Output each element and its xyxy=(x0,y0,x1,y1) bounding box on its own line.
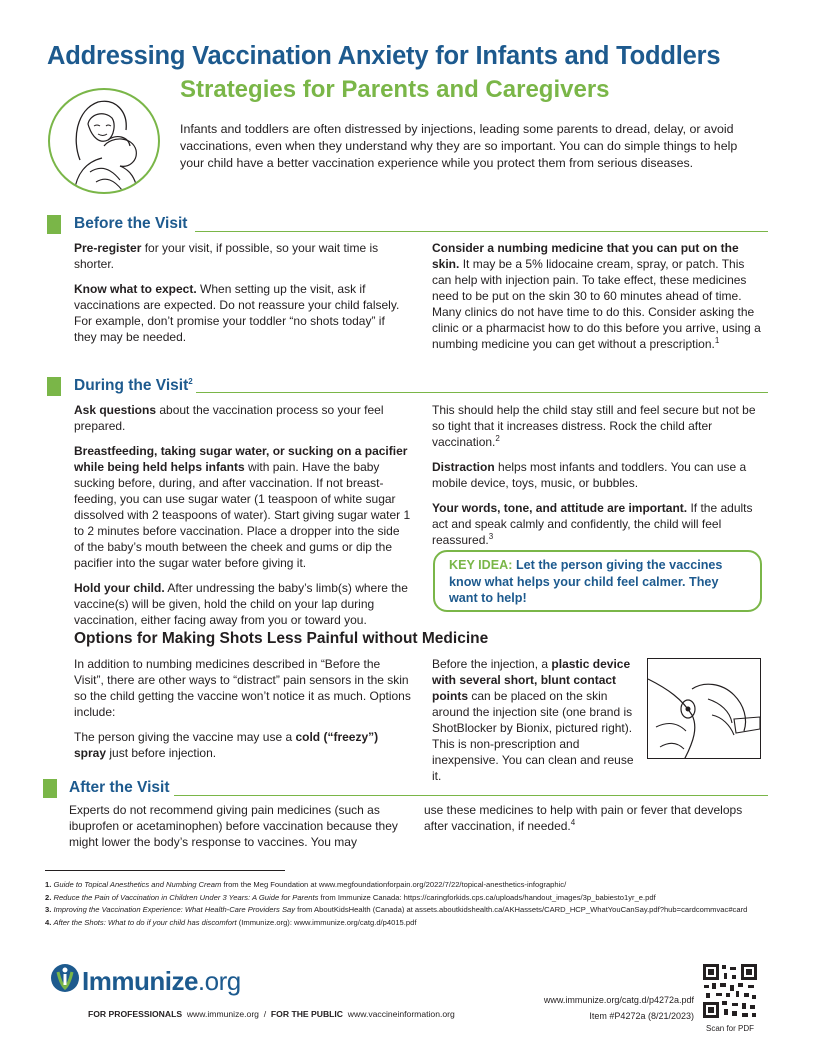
public-label: FOR THE PUBLIC xyxy=(270,1009,344,1019)
emphasis: plastic device with several short, blunt contact points xyxy=(432,657,631,703)
page-title: Addressing Vaccination Anxiety for Infants and Toddlers xyxy=(47,42,721,70)
section-divider xyxy=(195,231,768,232)
paragraph xyxy=(74,281,404,345)
pro-link[interactable]: www.immunize.org xyxy=(186,1009,259,1019)
qr-code-icon xyxy=(702,963,758,1019)
section-divider xyxy=(196,392,768,393)
logo-name: Immunize xyxy=(82,966,198,996)
paragraph xyxy=(74,402,412,434)
section-marker xyxy=(43,779,57,798)
hand-with-device-icon xyxy=(648,659,761,759)
citation: 1 xyxy=(714,336,720,345)
key-idea-box xyxy=(433,550,762,612)
emphasis: Know what to expect. xyxy=(74,282,197,296)
footnote-title: Guide to Topical Anesthetics and Numbing Cream xyxy=(53,880,222,889)
text: Before the injection, a xyxy=(432,657,552,671)
shotblocker-illustration xyxy=(647,658,761,759)
during-right-column xyxy=(432,402,764,557)
item-number: Item #P4272a (8/21/2023) xyxy=(589,1011,694,1021)
key-idea-text: Let the person giving the vaccines know what helps your child feel calmer. They want to help! xyxy=(449,558,723,605)
emphasis: Consider a numbing medicine that you can put on the skin. xyxy=(432,241,739,271)
options-left-column xyxy=(74,656,412,770)
paragraph: Experts do not recommend giving pain medicines (such as ibuprofen or acetaminophen) before vaccination because they might lower the body’s response to vaccines. You may xyxy=(69,803,398,849)
footnote xyxy=(45,905,765,916)
key-idea-label: KEY IDEA: xyxy=(449,558,513,572)
section-title-during xyxy=(74,377,193,395)
section-title-before: Before the Visit xyxy=(74,215,188,232)
emphasis: cold (“freezy”) spray xyxy=(74,730,379,760)
parent-holding-child-icon xyxy=(50,90,160,194)
logo-wordmark xyxy=(82,966,241,997)
text: use these medicines to help with pain or fever that develops after vaccination, if needed. xyxy=(424,803,743,833)
footnote-title: After the Shots: What to do if your child has discomfort xyxy=(53,917,237,927)
section-marker xyxy=(47,377,61,396)
footnote-number: 3. xyxy=(45,905,52,914)
footnote xyxy=(45,893,765,904)
section-divider xyxy=(174,795,768,796)
paragraph xyxy=(74,443,412,571)
paragraph xyxy=(432,656,642,784)
footnote-divider xyxy=(45,870,285,871)
separator: / xyxy=(263,1009,267,1019)
footnote-title: Improving the Vaccination Experience: What Health-Care Providers Say xyxy=(53,905,296,914)
emphasis: Pre-register xyxy=(74,241,142,255)
paragraph xyxy=(74,729,412,761)
before-left-column xyxy=(74,240,404,354)
paragraph xyxy=(432,240,764,352)
section-marker xyxy=(47,215,61,234)
footnote-text: from Immunize Canada: https://caringforkids.cps.ca/uploads/handout_images/3p_babiesto1yr_e.pdf xyxy=(318,892,656,902)
footnote-title: Reduce the Pain of Vaccination in Children Under 3 Years: A Guide for Parents xyxy=(53,892,319,902)
after-right-column xyxy=(424,802,764,843)
text: can be placed on the skin around the injection site (one brand is ShotBlocker by Bionix, pictured right). This is non-prescription and inexpensive. You can clean and reuse it. xyxy=(432,689,634,783)
citation: 2 xyxy=(188,376,193,386)
emphasis: Your words, tone, and attitude are important. xyxy=(432,501,688,515)
section-title-options: Options for Making Shots Less Painful without Medicine xyxy=(74,630,489,647)
logo-suffix: .org xyxy=(197,966,241,996)
emphasis: Hold your child. xyxy=(74,581,165,595)
text: When setting up the visit, ask if vaccinations are expected. Do not reassure your child falsely. For example, don’t promise your toddler “no shots today” if they may be needed. xyxy=(74,282,400,344)
citation: 3 xyxy=(488,532,494,541)
text: If the adults act and speak calmly and confidently, the child will feel reassured. xyxy=(432,501,753,547)
footnotes xyxy=(45,880,765,930)
footnote-number: 1. xyxy=(45,880,52,889)
emphasis: Breastfeeding, taking sugar water, or sucking on a pacifier while being held helps infants xyxy=(74,444,408,474)
paragraph xyxy=(432,500,764,548)
text: This should help the child stay still and feel secure but not be so tight that it increases distress. Rock the child after vaccination. xyxy=(432,403,756,449)
paragraph xyxy=(424,802,764,834)
footer-info xyxy=(490,992,694,1024)
options-right-column xyxy=(432,656,642,793)
emphasis: Ask questions xyxy=(74,403,157,417)
citation: 2 xyxy=(495,434,500,443)
public-link[interactable]: www.vaccineinformation.org xyxy=(347,1009,455,1019)
paragraph xyxy=(432,459,764,491)
text: with pain. Have the baby sucking before, during, and after vaccination. If not breast-feeding, you can use sugar water (1 teaspoon of white sugar dissolved with 2 teaspoons of water). Start giving sugar water 1 to 2 minutes before vaccination. Place a dropper into the side of the baby’s mouth between the cheek and gums or dip the pacifier into the sugar water before giving it. xyxy=(74,460,411,570)
qr-label: Scan for PDF xyxy=(705,1024,754,1033)
text: It may be a 5% lidocaine cream, spray, or patch. This can help with injection pain. To take effect, these medicines need to be put on the skin 30 to 60 minutes ahead of time. Many clinics do not have time to do this. Consider asking the clinic or a pharmacist how to do this before you arrive, using a numbing medicine you can get without a prescription. xyxy=(432,257,761,351)
footnote-text: from AboutKidsHealth (Canada) at assets.aboutkidshealth.ca/AKHassets/CARD_HCP_WhatYouCanSay.pdf?hub=cardcommvac#card xyxy=(295,905,748,914)
text: helps most infants and toddlers. You can use a mobile device, toys, music, or bubbles. xyxy=(432,460,747,490)
intro-paragraph: Infants and toddlers are often distressed by injections, leading some parents to dread, delay, or avoid vaccinations, even when they understand why they are so important. You can do simple things to help your child have a better vaccination experience while you protect them from serious diseases. xyxy=(180,122,738,170)
during-left-column xyxy=(74,402,412,637)
parent-and-child-illustration xyxy=(48,88,160,194)
paragraph xyxy=(432,402,764,450)
text: After undressing the baby’s limb(s) where the vaccine(s) will be given, hold the child on your lap during vaccination, either facing away from you or toward you. xyxy=(74,581,408,627)
before-right-column xyxy=(432,240,764,361)
after-left-column xyxy=(69,802,409,859)
text: for your visit, if possible, so your wait time is shorter. xyxy=(74,241,379,271)
paragraph xyxy=(74,580,412,628)
text: The person giving the vaccine may use a xyxy=(74,730,296,744)
footnote-number: 4. xyxy=(45,917,52,927)
footnote-number: 2. xyxy=(45,892,52,902)
footnote xyxy=(45,880,765,891)
section-title-after: After the Visit xyxy=(69,779,170,796)
footer-links xyxy=(88,1009,455,1019)
immunize-logo-icon xyxy=(50,963,80,998)
paragraph: In addition to numbing medicines described in “Before the Visit”, there are other ways to “distract” pain sensors in the skin so the child getting the vaccine won’t notice it as much. Options include: xyxy=(74,657,411,719)
text: just before injection. xyxy=(106,746,217,760)
text: about the vaccination process so your feel prepared. xyxy=(74,403,384,433)
footnote-text: (Immunize.org): www.immunize.org/catg.d/p4015.pdf xyxy=(236,917,417,927)
pdf-link[interactable]: www.immunize.org/catg.d/p4272a.pdf xyxy=(543,995,694,1005)
emphasis: Distraction xyxy=(432,460,495,474)
text: During the Visit xyxy=(74,377,189,394)
footnote-text: from the Meg Foundation at www.megfoundationforpain.org/2022/7/22/topical-anesthetics-infographic/ xyxy=(221,880,567,889)
footnote xyxy=(45,918,765,929)
pro-label: FOR PROFESSIONALS xyxy=(88,1009,183,1019)
paragraph xyxy=(74,240,404,272)
citation: 4 xyxy=(570,818,576,827)
page-subtitle: Strategies for Parents and Caregivers xyxy=(180,76,610,103)
